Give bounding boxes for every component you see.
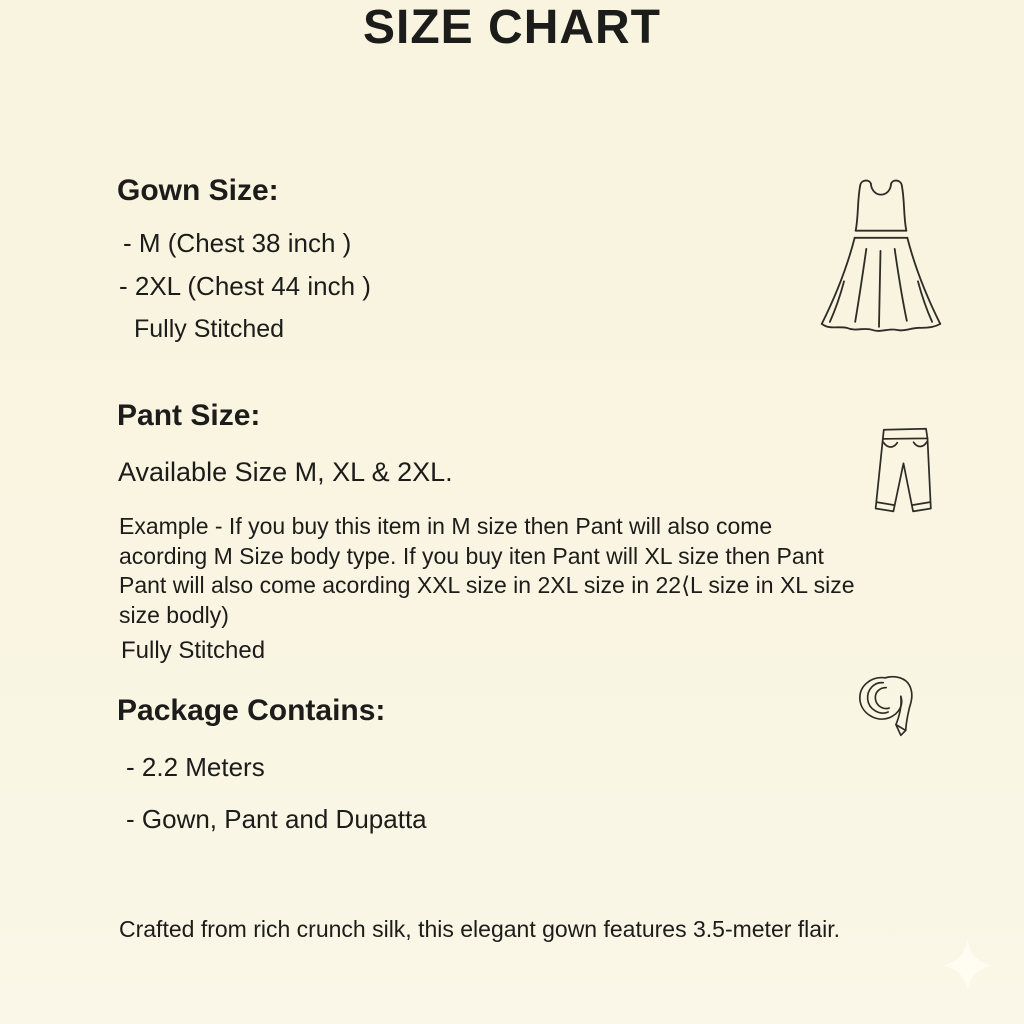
example-line-3: Pant will also come acording XXL size in 2XL size in 22⟨L size in XL size [119,572,855,598]
pant-size-heading: Pant Size: [117,399,261,432]
gown-illustration-icon [812,174,950,336]
pant-available-sizes: Available Size M, XL & 2XL. [118,457,453,487]
package-item-meters: - 2.2 Meters [126,752,265,782]
example-line-2: acording M Size body type. If you buy iten Pant will XL size then Pant [119,542,824,569]
fabric-description-note: Crafted from rich crunch silk, this elegant gown features 3.5-meter flair. [119,916,840,942]
package-contains-heading: Package Contains: [117,694,386,727]
sparkle-icon [941,939,994,992]
gown-size-item-m: - M (Chest 38 inch ) [123,228,352,258]
dupatta-illustration-icon [850,672,938,748]
gown-size-item-2xl: - 2XL (Chest 44 inch ) [119,271,371,301]
example-line-1: Example - If you buy this item in M size then Pant will also come [119,513,773,539]
package-item-contents: - Gown, Pant and Dupatta [126,804,427,834]
pant-illustration-icon [855,424,951,520]
gown-fully-stitched-label: Fully Stitched [134,315,285,343]
page-title: SIZE CHART [363,1,661,54]
example-line-4: size bodly) [119,601,229,628]
pant-size-example-paragraph [119,512,855,630]
gown-size-heading: Gown Size: [117,174,279,207]
pant-fully-stitched-label: Fully Stitched [121,637,266,664]
